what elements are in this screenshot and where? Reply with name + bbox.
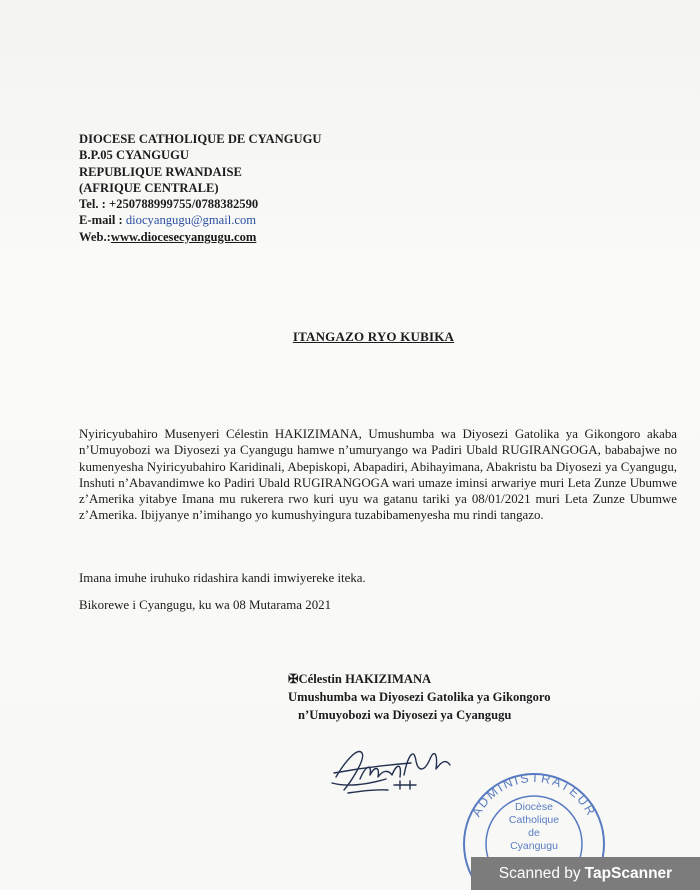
stamp-center-line-3: de	[528, 827, 540, 839]
diocese-name: DIOCESE CATHOLIQUE DE CYANGUGU	[79, 132, 322, 146]
stamp-center-line-4: Cyangugu	[510, 840, 558, 852]
website-link[interactable]: www.diocesecyangugu.com	[110, 229, 257, 244]
country: REPUBLIQUE RWANDAISE	[79, 164, 242, 179]
body-paragraph-main: Nyiricyubahiro Musenyeri Célestin HAKIZIMANA, Umushumba wa Diyosezi Gatolika ya Gikongoro akaba n’Umuyobozi wa Diyosezi ya Cyangugu hamwe n’umuryango wa Padiri Ubald RUGIRANGOGA, bababajwe no kumenyesha Nyiricyubahiro Karidinali, Abepiskopi, Abapadiri, Abihayimana, Abakristu ba Diyosezi ya Cyangugu, Inshuti n’Abavandimwe ko Padiri Ubald RUGIRANGOGA wari umaze iminsi arwariye muri Leta Zunze Ubumwe z’Amerika yitabye Imana mu rukerera rwo kuri uyu wa gatanu tariki ya 08/01/2021 muri Leta Zunze Ubumwe z’Amerika. Ibijyanye n’imihango yo kumushyingura tuzabibamenyesha mu rindi tangazo.	[79, 427, 677, 523]
body-paragraph-date: Bikorewe i Cyangugu, ku wa 08 Mutarama 2021	[79, 598, 332, 612]
handwritten-signature	[326, 735, 456, 805]
postal-box: B.P.05 CYANGUGU	[79, 148, 189, 163]
watermark-brand: TapScanner	[584, 864, 673, 882]
signatory-role-2: n’Umuyobozi wa Diyosezi ya Cyangugu	[298, 708, 512, 722]
website-label: Web.:	[79, 229, 111, 244]
letterhead	[79, 131, 321, 245]
signatory-name: ✠Célestin HAKIZIMANA	[288, 672, 432, 686]
telephone: Tel. : +250788999755/0788382590	[79, 197, 259, 212]
watermark-prefix: Scanned by	[498, 864, 581, 882]
email-label: E-mail :	[79, 213, 126, 228]
announcement-title: ITANGAZO RYO KUBIKA	[292, 329, 455, 344]
region: (AFRIQUE CENTRALE)	[79, 180, 219, 195]
stamp-ring-text: ADMINISTRATEUR	[469, 770, 599, 820]
announcement-body	[79, 426, 677, 524]
stamp-center-line-1: Diocèse	[515, 801, 553, 813]
email-link[interactable]: diocyangugu@gmail.com	[125, 213, 257, 228]
scanner-watermark	[471, 857, 700, 890]
signatory-role-1: Umushumba wa Diyosezi Gatolika ya Gikongoro	[288, 690, 551, 704]
signature-block	[288, 670, 551, 724]
stamp-center-line-2: Catholique	[508, 814, 560, 826]
website-line	[79, 229, 321, 245]
email-line	[79, 212, 321, 228]
body-paragraph-prayer: Imana imuhe iruhuko ridashira kandi imwiyereke iteka.	[79, 571, 366, 585]
